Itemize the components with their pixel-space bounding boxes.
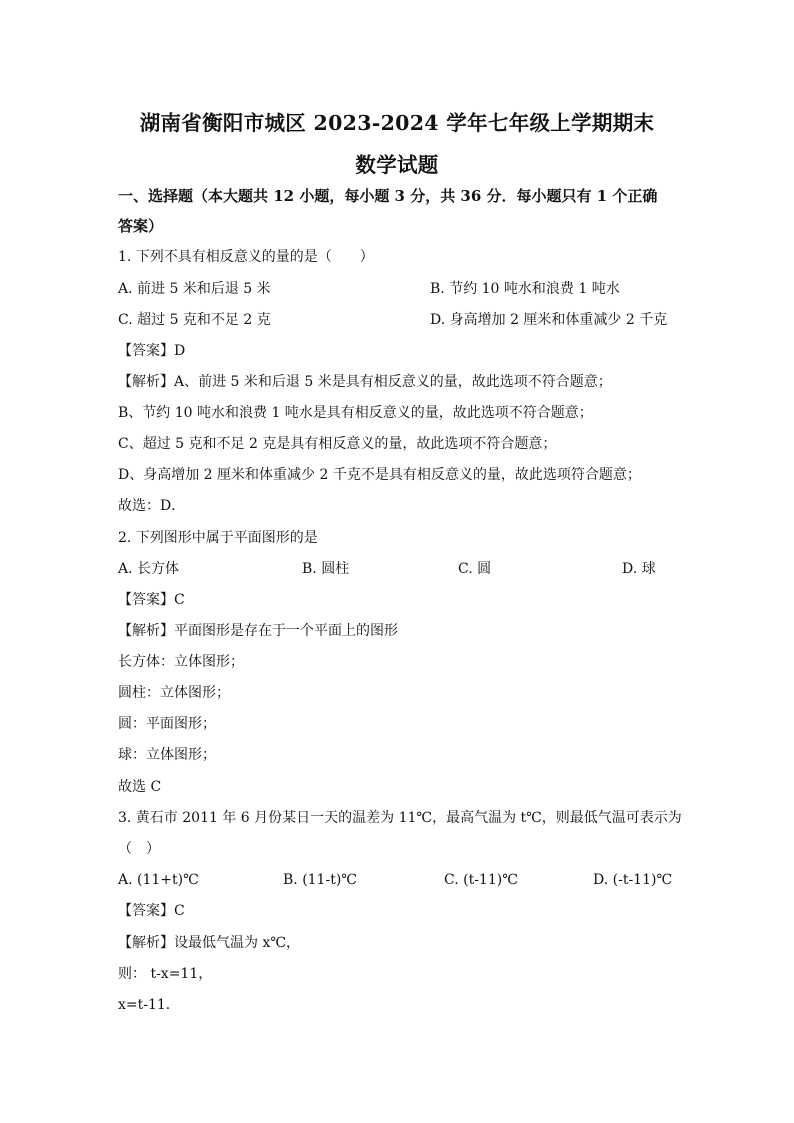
question-3-option-d: D. (-t-11)℃ xyxy=(593,872,673,888)
question-1-analysis-line: 故选：D． xyxy=(118,498,186,514)
question-2-stem: 2. 下列图形中属于平面图形的是 xyxy=(118,530,318,546)
question-3-analysis-line: x=t-11． xyxy=(118,997,180,1013)
question-2-analysis-line: 故选 C xyxy=(118,779,162,795)
question-2-answer: 【答案】C xyxy=(118,592,185,608)
question-1-option-b: B. 节约 10 吨水和浪费 1 吨水 xyxy=(430,281,620,297)
question-1-option-a: A. 前进 5 米和后退 5 米 xyxy=(118,281,271,297)
question-2-analysis-line: 球：立体图形； xyxy=(118,747,216,763)
question-3-stem-cont: （ ） xyxy=(118,841,160,857)
question-3-option-c: C. (t-11)℃ xyxy=(444,872,518,888)
question-2-option-d: D. 球 xyxy=(622,561,656,577)
question-3-analysis-line: 则： t-x=11， xyxy=(118,966,213,982)
question-2-option-c: C. 圆 xyxy=(458,561,492,577)
question-2-option-a: A. 长方体 xyxy=(118,561,180,577)
question-1-analysis-line: B、节约 10 吨水和浪费 1 吨水是具有相反意义的量，故此选项不符合题意； xyxy=(118,405,593,421)
question-1-option-c: C. 超过 5 克和不足 2 克 xyxy=(118,312,271,328)
question-3-option-a: A. (11+t)℃ xyxy=(118,872,199,888)
question-1-option-d: D. 身高增加 2 厘米和体重减少 2 千克 xyxy=(430,312,668,328)
question-2-analysis-line: 圆：平面图形； xyxy=(118,716,216,732)
question-3-analysis-line: 【解析】设最低气温为 x℃， xyxy=(118,935,301,951)
section-heading: 一、选择题（本大题共 12 小题，每小题 3 分，共 36 分．每小题只有 1 个正确 xyxy=(118,187,658,205)
question-1-analysis-line: D、身高增加 2 厘米和体重减少 2 千克不是具有相反意义的量，故此选项符合题意； xyxy=(118,467,641,483)
document-subtitle: 数学试题 xyxy=(355,153,439,177)
question-1-analysis-line: 【解析】A、前进 5 米和后退 5 米是具有相反意义的量，故此选项不符合题意； xyxy=(118,374,612,390)
section-heading-cont: 答案） xyxy=(118,217,164,235)
question-2-analysis-line: 长方体：立体图形； xyxy=(118,654,244,670)
question-3-answer: 【答案】C xyxy=(118,903,185,919)
question-3-option-b: B. (11-t)℃ xyxy=(283,872,357,888)
question-2-analysis-line: 【解析】平面图形是存在于一个平面上的图形 xyxy=(118,623,398,639)
question-2-analysis-line: 圆柱：立体图形； xyxy=(118,685,230,701)
question-1-answer: 【答案】D xyxy=(118,343,186,359)
question-2-option-b: B. 圆柱 xyxy=(302,561,350,577)
question-1-stem: 1. 下列不具有相反意义的量的是（ ） xyxy=(118,249,374,265)
question-3-stem: 3. 黄石市 2011 年 6 月份某日一天的温差为 11℃，最高气温为 t℃，则最低气温可表示为 xyxy=(118,810,682,826)
question-1-analysis-line: C、超过 5 克和不足 2 克是具有相反意义的量，故此选项不符合题意； xyxy=(118,436,557,452)
document-title: 湖南省衡阳市城区 2023-2024 学年七年级上学期期末 xyxy=(139,111,655,135)
